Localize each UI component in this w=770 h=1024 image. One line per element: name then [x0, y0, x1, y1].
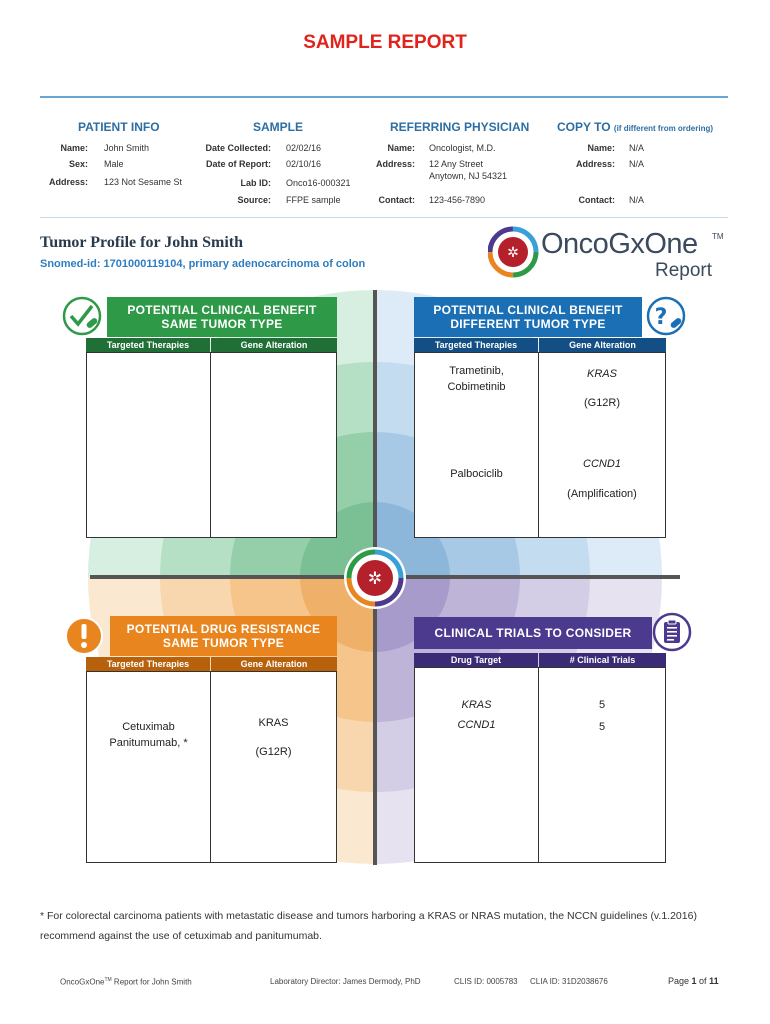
- q1-gene-cell: [210, 352, 337, 538]
- q2-alt1: (G12R): [583, 397, 621, 409]
- svg-text:✲: ✲: [367, 569, 383, 589]
- copy-contact-label: Contact:: [578, 195, 615, 205]
- q3-gene-cell: [210, 671, 337, 863]
- q2-therapy1-line2: Cobimetinib: [447, 381, 506, 393]
- footer-product-suffix: Report for John Smith: [111, 977, 192, 987]
- lab-id-label: Lab ID:: [240, 178, 271, 188]
- physician-address-label: Address:: [375, 159, 415, 169]
- patient-sex-label: Sex:: [68, 159, 88, 169]
- physician-name: Oncologist, M.D.: [429, 143, 496, 153]
- q4-target2: CCND1: [457, 719, 496, 731]
- page-prefix: Page: [668, 976, 692, 986]
- snomed-id: Snomed-id: 1701000119104, primary adenocarcinoma of colon: [40, 258, 366, 270]
- footer-clia: CLIA ID: 31D2038676: [530, 977, 608, 986]
- page-number: [668, 976, 719, 986]
- q2-heading-line1: POTENTIAL CLINICAL BENEFIT: [433, 303, 623, 317]
- copy-address-label: Address:: [575, 159, 615, 169]
- logo-wordmark: OncoGxOne: [541, 228, 698, 260]
- patient-info-heading: PATIENT INFO: [78, 120, 160, 134]
- q3-heading-line1: POTENTIAL DRUG RESISTANCE: [126, 622, 321, 636]
- referring-physician-heading: REFERRING PHYSICIAN: [390, 120, 530, 134]
- q3-therapies-cell: [86, 671, 211, 863]
- patient-name: John Smith: [104, 143, 150, 153]
- logo-subtitle: Report: [655, 260, 713, 281]
- date-collected: 02/02/16: [286, 143, 322, 153]
- q1-heading: [107, 297, 337, 337]
- q1-col-therapies: Targeted Therapies: [86, 338, 210, 352]
- q3-therapy-line2: Panitumumab, *: [109, 737, 188, 749]
- source: FFPE sample: [286, 195, 341, 205]
- copy-to-note: (if different from ordering): [613, 124, 714, 133]
- q3-col-gene: Gene Alteration: [211, 657, 337, 671]
- q2-heading: [414, 297, 642, 337]
- clipboard-icon: [652, 612, 692, 652]
- header-divider: [40, 96, 728, 98]
- source-label: Source:: [237, 195, 271, 205]
- q4-target1: KRAS: [461, 699, 492, 711]
- page-mid: of: [696, 976, 710, 986]
- page-total: 11: [709, 976, 719, 986]
- section-divider: [40, 217, 728, 218]
- q4-col-target: Drug Target: [414, 653, 538, 667]
- patient-address: 123 Not Sesame St: [104, 177, 183, 187]
- patient-name-label: Name:: [60, 143, 88, 153]
- q1-col-gene: Gene Alteration: [211, 338, 337, 352]
- logo-trademark: TM: [712, 232, 724, 241]
- question-pill-icon: [646, 296, 686, 336]
- copy-contact: N/A: [629, 195, 645, 205]
- sample-heading: SAMPLE: [253, 120, 304, 134]
- q4-heading: CLINICAL TRIALS TO CONSIDER: [414, 617, 652, 649]
- footer-clis: CLIS ID: 0005783: [454, 977, 518, 986]
- q3-gene: KRAS: [258, 717, 289, 729]
- patient-sex: Male: [104, 159, 124, 169]
- patient-address-label: Address:: [48, 177, 88, 187]
- physician-address-line2: Anytown, NJ 54321: [429, 171, 508, 181]
- q4-col-trials: # Clinical Trials: [539, 653, 666, 667]
- copy-name-label: Name:: [587, 143, 615, 153]
- footer-director: Laboratory Director: James Dermody, PhD: [270, 977, 421, 986]
- svg-text:✲: ✲: [507, 245, 519, 261]
- physician-contact-label: Contact:: [378, 195, 415, 205]
- q2-gene2: CCND1: [583, 458, 621, 470]
- q3-alt: (G12R): [255, 746, 292, 758]
- footer-product: [60, 977, 192, 987]
- lab-id: Onco16-000321: [286, 178, 351, 188]
- q1-therapies-cell: [86, 352, 211, 538]
- date-collected-label: Date Collected:: [205, 143, 271, 153]
- q3-heading: [110, 616, 337, 656]
- q4-count2: 5: [598, 721, 606, 733]
- footer-tm: TM: [104, 977, 112, 983]
- svg-text:?: ?: [654, 305, 668, 330]
- q4-count1: 5: [598, 699, 606, 711]
- footer-product-name: OncoGxOne: [60, 977, 105, 987]
- q3-heading-line2: SAME TUMOR TYPE: [162, 636, 285, 650]
- q2-therapy2: Palbociclib: [450, 468, 503, 480]
- warning-icon: [64, 616, 104, 656]
- q2-therapy1-line1: Trametinib,: [449, 365, 504, 377]
- copy-to-title: COPY TO: [557, 120, 611, 134]
- q1-heading-line2: SAME TUMOR TYPE: [161, 317, 283, 331]
- q3-therapy-line1: Cetuximab: [122, 721, 175, 733]
- q2-gene1: KRAS: [587, 368, 617, 380]
- check-pill-icon: [62, 296, 102, 336]
- q2-col-therapies: Targeted Therapies: [414, 338, 538, 352]
- q2-alt2: (Amplification): [567, 488, 637, 500]
- center-emblem-icon: [343, 546, 407, 610]
- page-current: 1: [691, 976, 697, 986]
- copy-name: N/A: [629, 143, 645, 153]
- q3-col-therapies: Targeted Therapies: [86, 657, 210, 671]
- date-of-report-label: Date of Report:: [206, 159, 271, 169]
- date-of-report: 02/10/16: [286, 159, 322, 169]
- copy-address: N/A: [629, 159, 645, 169]
- physician-address-line1: 12 Any Street: [429, 159, 484, 169]
- q2-col-gene: Gene Alteration: [539, 338, 666, 352]
- copy-to-heading: [557, 120, 713, 134]
- q2-heading-line2: DIFFERENT TUMOR TYPE: [450, 317, 606, 331]
- tumor-profile-title: Tumor Profile for John Smith: [40, 234, 243, 251]
- physician-name-label: Name:: [387, 143, 415, 153]
- physician-contact: 123-456-7890: [429, 195, 486, 205]
- q1-heading-line1: POTENTIAL CLINICAL BENEFIT: [127, 303, 317, 317]
- footnote: * For colorectal carcinoma patients with metastatic disease and tumors harboring a KRAS or NRAS mutation, the NCCN guidelines (v.1.2016) recommend against the use of cetuximab and panitumumab.: [40, 910, 697, 942]
- report-title: SAMPLE REPORT: [303, 32, 467, 53]
